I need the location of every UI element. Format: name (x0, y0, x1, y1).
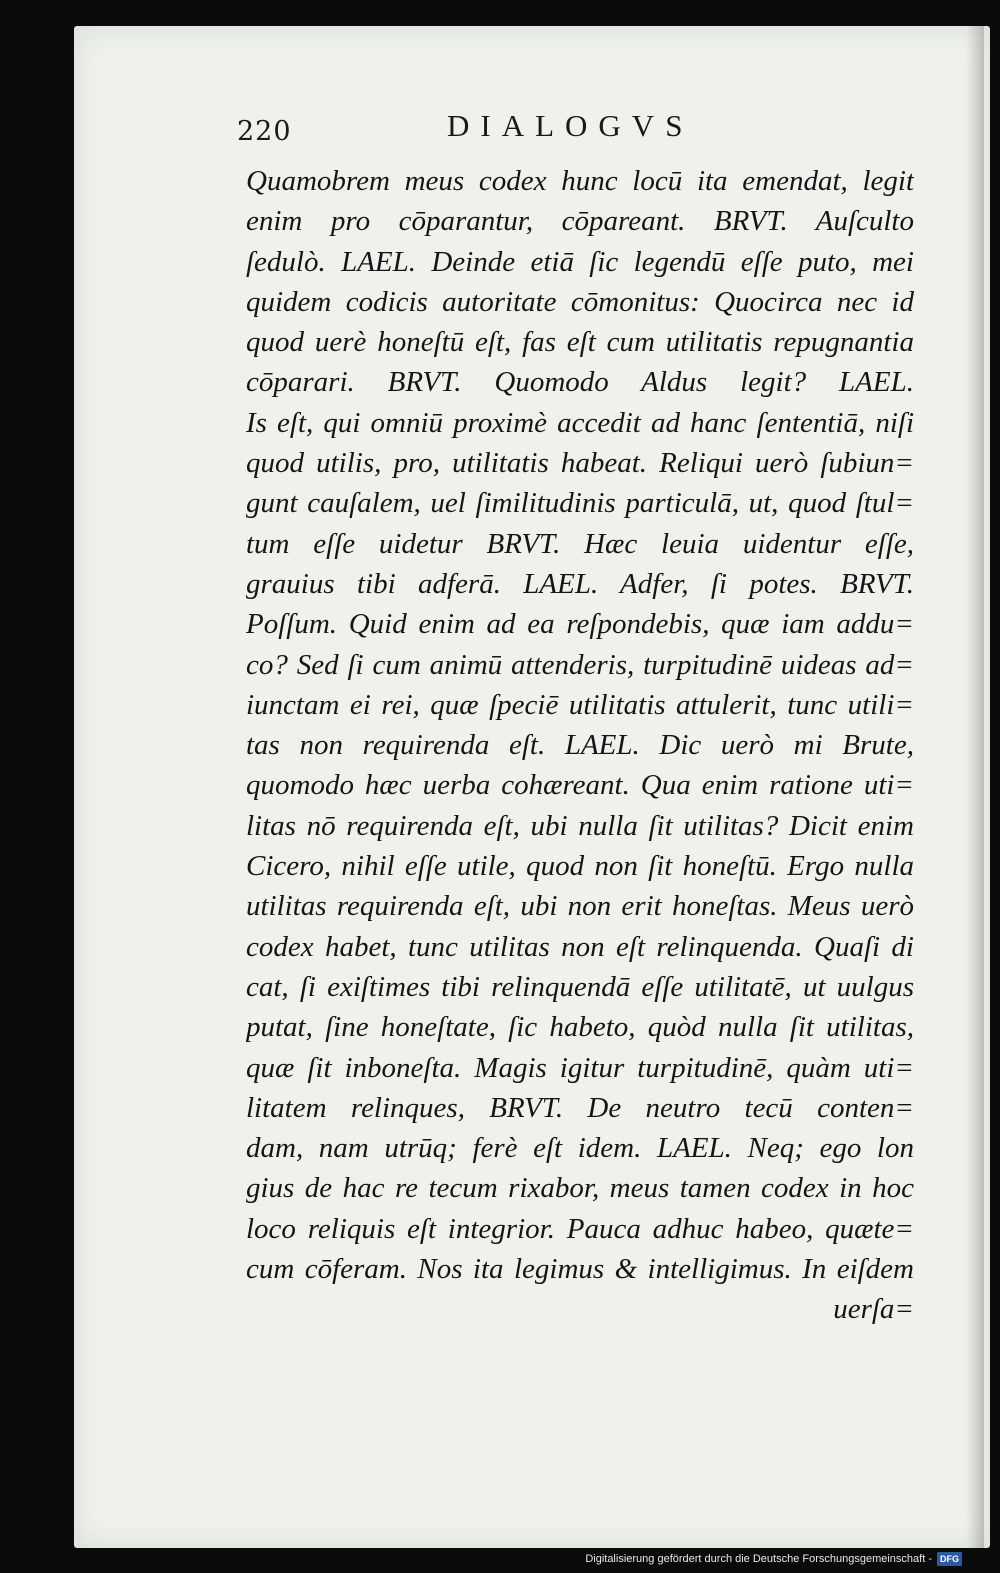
text-line: iunctam ei rei, quæ ſpeciē utilitatis attulerit, tunc utili= (246, 688, 914, 721)
text-line: codex habet, tunc utilitas non eſt relinquenda. Quaſi di (246, 930, 914, 963)
text-line: utilitas requirenda eſt, ubi non erit honeſtas. Meus uerò (246, 890, 914, 923)
running-head (237, 106, 757, 156)
text-line: gius de hac re tecum rixabor, meus tamen codex in hoc (246, 1172, 914, 1205)
text-line: litas nō requirenda eſt, ubi nulla ſit utilitas? Dicit enim (246, 809, 914, 842)
text-line: quæ ſit inboneſta. Magis igitur turpitudinē, quàm uti= (246, 1051, 914, 1084)
text-line: quidem codicis autoritate cōmonitus: Quocirca nec id (246, 285, 914, 318)
text-line: putat, ſine honeſtate, ſic habeto, quòd nulla ſit utilitas, (246, 1011, 914, 1044)
text-line: co? Sed ſi cum animū attenderis, turpitudinē uideas ad= (246, 648, 914, 681)
text-line: tas non requirenda eſt. LAEL. Dic uerò mi Brute, (246, 729, 914, 762)
dfg-logo: DFG (937, 1552, 962, 1566)
text-line: loco reliquis eſt integrior. Pauca adhuc habeo, quæte= (246, 1212, 914, 1245)
catchword: uerſa= (833, 1293, 914, 1326)
text-line: grauius tibi adferā. LAEL. Adfer, ſi potes. BRVT. (246, 567, 914, 600)
credit-text: Digitalisierung gefördert durch die Deutsche Forschungsgemeinschaft - (585, 1553, 932, 1565)
text-line: Poſſum. Quid enim ad ea reſpondebis, quæ iam addu= (246, 608, 914, 641)
text-line: cum cōferam. Nos ita legimus & intelligimus. In eiſdem (246, 1253, 914, 1286)
book-page (74, 26, 990, 1548)
text-line: cat, ſi exiſtimes tibi relinquendā eſſe utilitatē, ut uulgus (246, 970, 914, 1003)
text-line: Cicero, nihil eſſe utile, quod non ſit honeſtū. Ergo nulla (246, 850, 914, 883)
text-line: quomodo hæc uerba cohæreant. Qua enim ratione uti= (246, 769, 914, 802)
text-line: tum eſſe uidetur BRVT. Hæc leuia uidentur eſſe, (246, 527, 914, 560)
text-line: quod utilis, pro, utilitatis habeat. Reliqui uerò ſubiun= (246, 447, 914, 480)
text-line: enim pro cōparantur, cōpareant. BRVT. Auſculto (246, 205, 914, 238)
body-text (246, 161, 914, 1330)
text-line: ſedulò. LAEL. Deinde etiā ſic legendū eſſe puto, mei (246, 245, 914, 278)
page-number: 220 (237, 116, 292, 147)
text-line: cōparari. BRVT. Quomodo Aldus legit? LAEL. (246, 366, 914, 399)
text-line: Quamobrem meus codex hunc locū ita emendat, legit (246, 165, 914, 197)
text-line: quod uerè honeſtū eſt, fas eſt cum utilitatis repugnantia (246, 326, 914, 359)
text-line: dam, nam utrūq; ferè eſt idem. LAEL. Neq; ego lon (246, 1132, 914, 1165)
text-line: litatem relinques, BRVT. De neutro tecū conten= (246, 1091, 914, 1124)
text-line: Is eſt, qui omniū proximè accedit ad hanc ſententiā, niſi (246, 406, 914, 439)
page-edge-shadow (966, 26, 984, 1548)
running-title: DIALOGVS (447, 108, 694, 143)
digitization-credit (585, 1551, 962, 1567)
text-line: gunt cauſalem, uel ſimilitudinis particulā, ut, quod ſtul= (246, 487, 914, 520)
